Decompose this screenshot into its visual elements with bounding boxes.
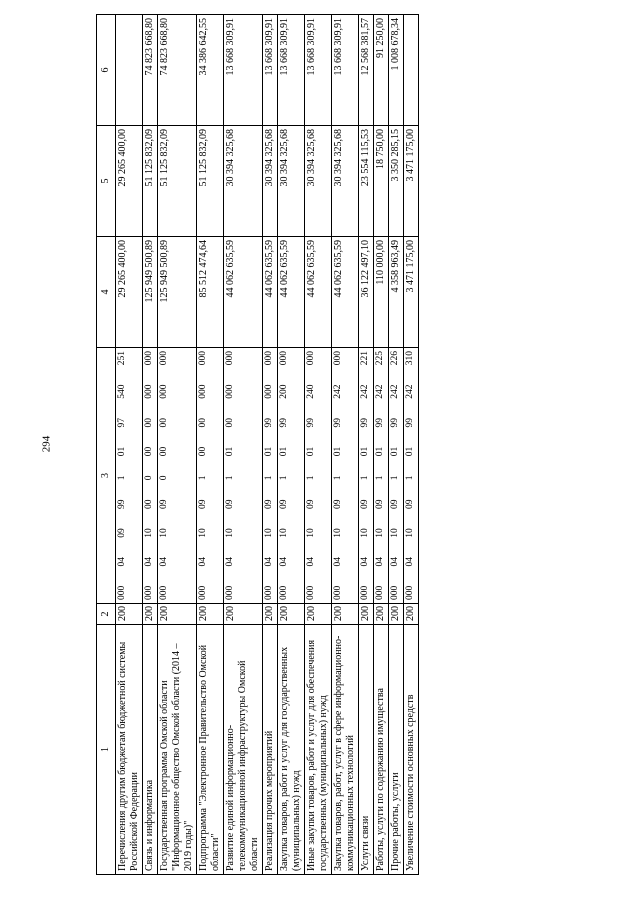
- row-name: Развитие единой информационно-телекоммуникационной инфраструктуры Омской области: [224, 625, 263, 875]
- row-value-col6: 12 568 381,57: [359, 15, 374, 126]
- row-value-col5: 51 125 832,09: [197, 126, 224, 237]
- code-part: 000: [225, 351, 235, 366]
- row-org-code: 200: [305, 604, 332, 625]
- code-part: 000: [159, 384, 169, 399]
- row-budget-code: [158, 348, 197, 604]
- row-value-col6: 13 668 309,91: [263, 15, 278, 126]
- row-value-col4: 36 122 497,10: [359, 237, 374, 348]
- code-part: 242: [390, 384, 400, 399]
- code-part: 225: [375, 351, 385, 366]
- header-col-3: 3: [97, 348, 116, 604]
- row-value-col5: 51 125 832,09: [158, 126, 197, 237]
- code-part: 000: [279, 585, 289, 600]
- row-value-col5: 30 394 325,68: [305, 126, 332, 237]
- code-part: 01: [390, 446, 400, 457]
- code-part: 221: [360, 351, 370, 366]
- code-part: 000: [225, 585, 235, 600]
- header-col-5: 5: [97, 126, 116, 237]
- row-value-col4: 125 949 500,89: [158, 237, 197, 348]
- code-part: 04: [360, 557, 370, 567]
- code-part: 00: [144, 446, 154, 457]
- code-part: 000: [117, 585, 127, 600]
- code-part: 000: [264, 351, 274, 366]
- code-part: 000: [225, 384, 235, 399]
- row-value-col4: 125 949 500,89: [143, 237, 158, 348]
- code-part: 10: [375, 528, 385, 538]
- code-part: 09: [405, 499, 415, 509]
- code-part: 240: [306, 384, 316, 399]
- row-value-col6: [116, 15, 143, 126]
- header-col-1: 1: [97, 625, 116, 875]
- code-part: 1: [390, 475, 400, 481]
- code-part: 00: [159, 446, 169, 457]
- code-part: 99: [264, 418, 274, 428]
- table-body: [116, 15, 419, 875]
- code-part: 242: [375, 384, 385, 399]
- header-col-6: 6: [97, 15, 116, 126]
- code-part: 09: [264, 499, 274, 509]
- row-value-col5: 3 350 285,15: [389, 126, 404, 237]
- row-budget-code: [332, 348, 359, 604]
- code-part: 01: [117, 446, 127, 457]
- code-part: 04: [117, 557, 127, 567]
- row-budget-code: [197, 348, 224, 604]
- code-part: 01: [264, 446, 274, 457]
- code-part: 10: [306, 528, 316, 538]
- code-part: 04: [306, 557, 316, 567]
- code-part: 04: [159, 557, 169, 567]
- code-part: 01: [306, 446, 316, 457]
- code-part: 99: [279, 418, 289, 428]
- code-part: 09: [390, 499, 400, 509]
- row-budget-code: [143, 348, 158, 604]
- code-part: 10: [360, 528, 370, 538]
- row-org-code: 200: [278, 604, 305, 625]
- code-part: 1: [333, 475, 343, 481]
- code-part: 000: [144, 585, 154, 600]
- row-value-col6: [404, 15, 419, 126]
- code-part: 200: [279, 384, 289, 399]
- row-value-col6: 13 668 309,91: [332, 15, 359, 126]
- code-part: 10: [333, 528, 343, 538]
- row-name: Услуги связи: [359, 625, 374, 875]
- row-name: Закупка товаров, работ, услуг в сфере информационно-коммуникационных технологий: [332, 625, 359, 875]
- row-value-col6: 13 668 309,91: [224, 15, 263, 126]
- code-part: 1: [360, 475, 370, 481]
- code-part: 04: [333, 557, 343, 567]
- table-row: [224, 15, 263, 875]
- table-row: [143, 15, 158, 875]
- code-part: 000: [198, 384, 208, 399]
- table-row: [332, 15, 359, 875]
- code-part: 000: [360, 585, 370, 600]
- code-part: 00: [144, 418, 154, 428]
- row-name: Работы, услуги по содержанию имущества: [374, 625, 389, 875]
- row-value-col5: 29 265 400,00: [116, 126, 143, 237]
- code-part: 000: [333, 585, 343, 600]
- code-part: 00: [225, 418, 235, 428]
- row-value-col5: 30 394 325,68: [332, 126, 359, 237]
- code-part: 000: [333, 351, 343, 366]
- code-part: 242: [405, 384, 415, 399]
- table-row: [263, 15, 278, 875]
- code-part: 1: [117, 475, 127, 481]
- code-part: 09: [159, 499, 169, 509]
- code-part: 04: [198, 557, 208, 567]
- row-budget-code: [263, 348, 278, 604]
- code-part: 000: [306, 351, 316, 366]
- code-part: 10: [198, 528, 208, 538]
- code-part: 1: [264, 475, 274, 481]
- row-value-col5: 23 554 115,53: [359, 126, 374, 237]
- row-name: Подпрограмма "Электронное Правительство Омской области": [197, 625, 224, 875]
- code-part: 04: [264, 557, 274, 567]
- row-name: Перечисления другим бюджетам бюджетной системы Российской Федерации: [116, 625, 143, 875]
- code-part: 1: [405, 475, 415, 481]
- row-budget-code: [305, 348, 332, 604]
- row-org-code: 200: [332, 604, 359, 625]
- table-row: [389, 15, 404, 875]
- code-part: 99: [375, 418, 385, 428]
- code-part: 01: [333, 446, 343, 457]
- code-part: 0: [144, 475, 154, 481]
- code-part: 99: [306, 418, 316, 428]
- row-value-col5: 18 750,00: [374, 126, 389, 237]
- code-part: 09: [279, 499, 289, 509]
- code-part: 04: [279, 557, 289, 567]
- code-part: 1: [375, 475, 385, 481]
- row-value-col6: 91 250,00: [374, 15, 389, 126]
- row-org-code: 200: [404, 604, 419, 625]
- table-row: [404, 15, 419, 875]
- code-part: 000: [159, 351, 169, 366]
- code-part: 99: [360, 418, 370, 428]
- row-budget-code: [374, 348, 389, 604]
- row-value-col5: 30 394 325,68: [278, 126, 305, 237]
- code-part: 01: [405, 446, 415, 457]
- code-part: 000: [264, 384, 274, 399]
- row-org-code: 200: [263, 604, 278, 625]
- code-part: 01: [360, 446, 370, 457]
- budget-table: [96, 14, 419, 875]
- row-value-col6: 1 008 678,34: [389, 15, 404, 126]
- code-part: 10: [279, 528, 289, 538]
- code-part: 000: [405, 585, 415, 600]
- code-part: 09: [117, 528, 127, 538]
- row-value-col6: 13 668 309,91: [278, 15, 305, 126]
- code-part: 01: [225, 446, 235, 457]
- code-part: 04: [144, 557, 154, 567]
- code-part: 10: [144, 528, 154, 538]
- row-budget-code: [224, 348, 263, 604]
- code-part: 00: [144, 499, 154, 509]
- row-value-col5: 3 471 175,00: [404, 126, 419, 237]
- code-part: 01: [279, 446, 289, 457]
- code-part: 242: [333, 384, 343, 399]
- table-row: [158, 15, 197, 875]
- table-row: [197, 15, 224, 875]
- code-part: 04: [390, 557, 400, 567]
- code-part: 10: [405, 528, 415, 538]
- code-part: 242: [360, 384, 370, 399]
- code-part: 0: [159, 475, 169, 481]
- row-org-code: 200: [359, 604, 374, 625]
- row-org-code: 200: [116, 604, 143, 625]
- code-part: 04: [405, 557, 415, 567]
- row-budget-code: [389, 348, 404, 604]
- code-part: 09: [198, 499, 208, 509]
- code-part: 540: [117, 384, 127, 399]
- code-part: 99: [117, 499, 127, 509]
- code-part: 000: [264, 585, 274, 600]
- code-part: 10: [159, 528, 169, 538]
- row-name: Реализация прочих мероприятий: [263, 625, 278, 875]
- row-value-col5: 30 394 325,68: [263, 126, 278, 237]
- row-name: Иные закупки товаров, работ и услуг для обеспечения государственных (муниципальных) нужд: [305, 625, 332, 875]
- code-part: 000: [375, 585, 385, 600]
- code-part: 01: [375, 446, 385, 457]
- code-part: 000: [144, 384, 154, 399]
- code-part: 97: [117, 418, 127, 428]
- row-value-col4: 44 062 635,59: [278, 237, 305, 348]
- code-part: 99: [333, 418, 343, 428]
- code-part: 04: [375, 557, 385, 567]
- row-name: Увеличение стоимости основных средств: [404, 625, 419, 875]
- code-part: 00: [198, 446, 208, 457]
- row-budget-code: [404, 348, 419, 604]
- row-org-code: 200: [224, 604, 263, 625]
- code-part: 10: [264, 528, 274, 538]
- code-part: 000: [198, 585, 208, 600]
- code-part: 99: [390, 418, 400, 428]
- code-part: 09: [225, 499, 235, 509]
- row-value-col6: 74 823 668,80: [143, 15, 158, 126]
- code-part: 1: [279, 475, 289, 481]
- page-number: 294: [40, 435, 53, 453]
- row-value-col4: 44 062 635,59: [224, 237, 263, 348]
- code-part: 000: [279, 351, 289, 366]
- row-name: Государственная программа Омской области "Информационное общество Омской области (2014 – 2019 годы)": [158, 625, 197, 875]
- row-value-col4: 29 265 400,00: [116, 237, 143, 348]
- row-value-col4: 110 000,00: [374, 237, 389, 348]
- table-row: [359, 15, 374, 875]
- header-col-4: 4: [97, 237, 116, 348]
- row-org-code: 200: [374, 604, 389, 625]
- code-part: 310: [405, 351, 415, 366]
- row-value-col6: 74 823 668,80: [158, 15, 197, 126]
- code-part: 00: [159, 418, 169, 428]
- row-value-col5: 30 394 325,68: [224, 126, 263, 237]
- row-value-col6: 34 386 642,55: [197, 15, 224, 126]
- row-value-col5: 51 125 832,09: [143, 126, 158, 237]
- row-name: Закупка товаров, работ и услуг для государственных (муниципальных) нужд: [278, 625, 305, 875]
- code-part: 000: [159, 585, 169, 600]
- row-value-col4: 3 471 175,00: [404, 237, 419, 348]
- row-budget-code: [278, 348, 305, 604]
- row-org-code: 200: [389, 604, 404, 625]
- code-part: 1: [198, 475, 208, 481]
- rotated-table-container: [96, 15, 419, 875]
- row-org-code: 200: [143, 604, 158, 625]
- code-part: 251: [117, 351, 127, 366]
- code-part: 09: [375, 499, 385, 509]
- code-part: 000: [144, 351, 154, 366]
- table-row: [305, 15, 332, 875]
- code-part: 99: [405, 418, 415, 428]
- code-part: 1: [306, 475, 316, 481]
- table-row: [278, 15, 305, 875]
- row-name: Прочие работы, услуги: [389, 625, 404, 875]
- row-org-code: 200: [158, 604, 197, 625]
- code-part: 00: [198, 418, 208, 428]
- code-part: 226: [390, 351, 400, 366]
- row-value-col4: 44 062 635,59: [263, 237, 278, 348]
- header-col-2: 2: [97, 604, 116, 625]
- code-part: 000: [390, 585, 400, 600]
- table-row: [374, 15, 389, 875]
- row-budget-code: [116, 348, 143, 604]
- code-part: 000: [306, 585, 316, 600]
- row-value-col6: 13 668 309,91: [305, 15, 332, 126]
- code-part: 10: [225, 528, 235, 538]
- code-part: 10: [390, 528, 400, 538]
- table-row: [116, 15, 143, 875]
- code-part: 09: [333, 499, 343, 509]
- row-value-col4: 85 512 474,64: [197, 237, 224, 348]
- code-part: 04: [225, 557, 235, 567]
- row-org-code: 200: [197, 604, 224, 625]
- table-header-row: [97, 15, 116, 875]
- code-part: 000: [198, 351, 208, 366]
- row-budget-code: [359, 348, 374, 604]
- row-value-col4: 4 358 963,49: [389, 237, 404, 348]
- code-part: 1: [225, 475, 235, 481]
- row-value-col4: 44 062 635,59: [332, 237, 359, 348]
- row-name: Связь и информатика: [143, 625, 158, 875]
- code-part: 09: [306, 499, 316, 509]
- row-value-col4: 44 062 635,59: [305, 237, 332, 348]
- code-part: 09: [360, 499, 370, 509]
